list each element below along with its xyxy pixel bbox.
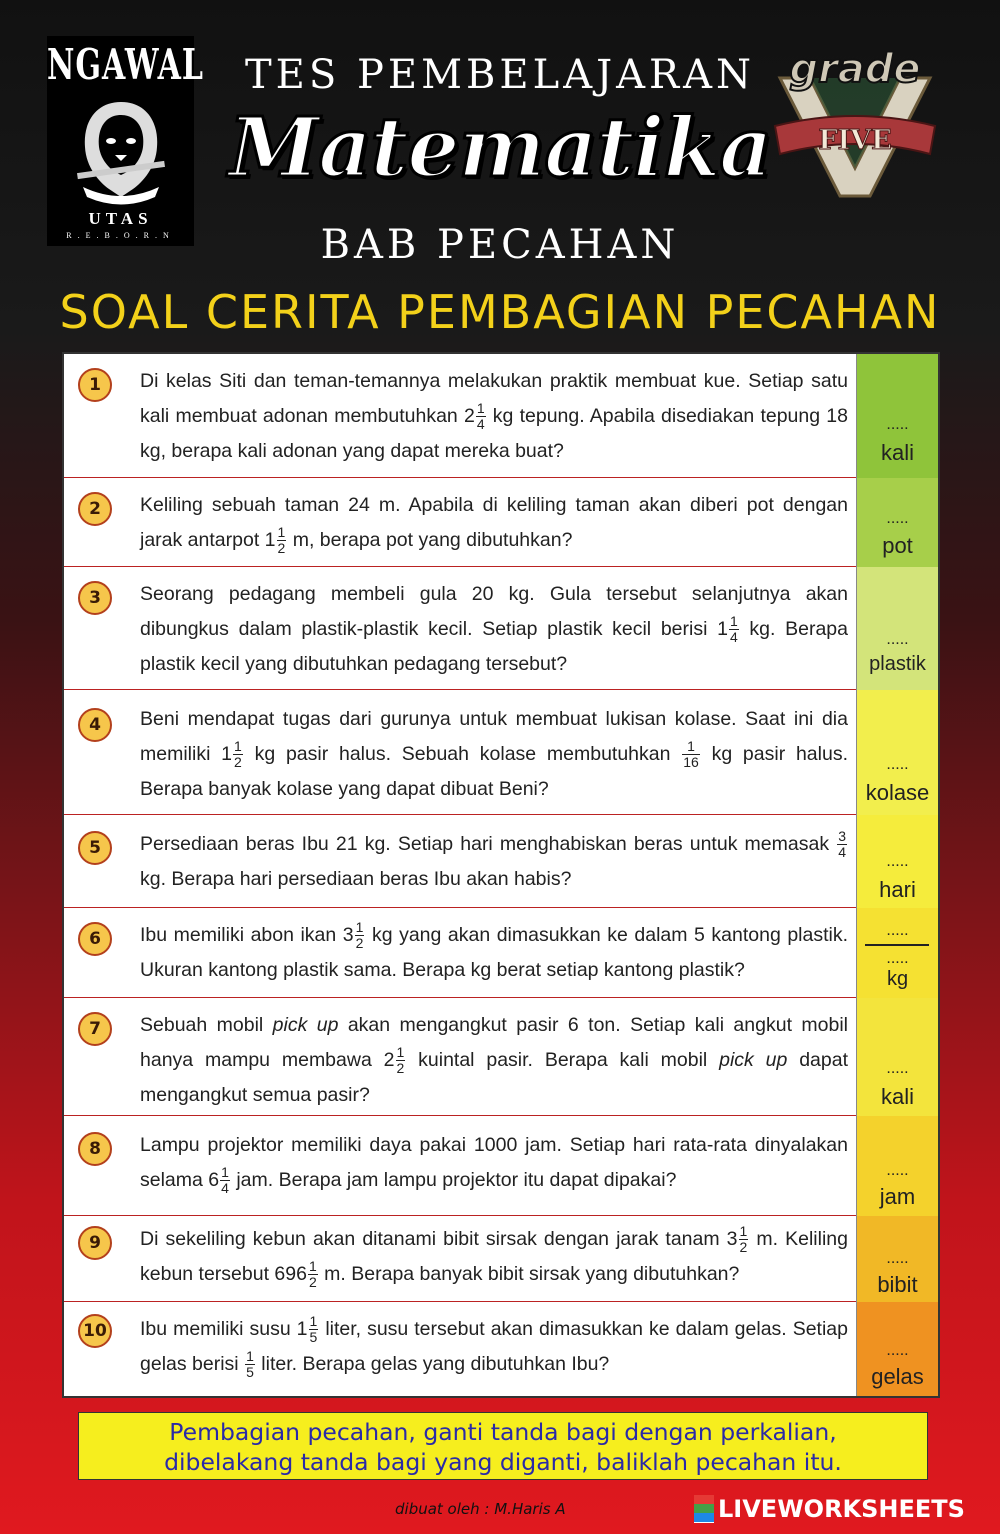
answer-unit: kali xyxy=(880,1084,914,1109)
question-text: Keliling sebuah taman 24 m. Apabila di keliling taman akan diberi pot dengan jarak antarpot 1 $\frac{1}{2}$ m, berapa pot yang dibutuhkan? xyxy=(140,494,848,557)
answer-unit: gelas xyxy=(871,1364,924,1389)
answer-blank[interactable]: ..... xyxy=(886,1162,909,1179)
question-row xyxy=(64,1116,938,1216)
answer-blank[interactable]: ..... xyxy=(886,631,909,648)
logo-reborn-text: R.E.B.O.R.N xyxy=(66,231,175,240)
liveworksheets-text: LIVEWORKSHEETS xyxy=(718,1495,965,1523)
fraction: $\frac{1}{2}$ xyxy=(396,1044,405,1077)
question-row xyxy=(64,1302,938,1396)
fraction: $\frac{1}{5}$ xyxy=(246,1348,254,1381)
header-test-title: TES PEMBELAJARAN xyxy=(244,52,756,98)
fraction: $\frac{1}{2}$ xyxy=(234,738,242,771)
worksheet-subtitle: SOAL CERITA PEMBAGIAN PECAHAN xyxy=(59,285,941,339)
answer-blank[interactable]: ..... xyxy=(886,1060,909,1077)
header-subject-title: Matematika xyxy=(228,100,772,196)
question-text: Ibu memiliki abon ikan 3 $\frac{1}{2}$ kg yang akan dimasukkan ke dalam 5 kantong plastik. Ukuran kantong plastik sama. Berapa kg berat setiap kantong plastik? xyxy=(140,919,849,981)
logo-five-text: FIVE xyxy=(818,125,892,156)
answer-unit: bibit xyxy=(877,1272,918,1297)
question-text: Seorang pedagang membeli gula 20 kg. Gula tersebut selanjutnya akan dibungkus dalam plastik-plastik kecil. Setiap plastik kecil berisi 1 $\frac{1}{4}$ kg. Berapa plastik kecil yang dibutuhkan pedagang tersebut? xyxy=(140,583,848,675)
answer-unit: jam xyxy=(879,1184,916,1209)
fraction: $\frac{3}{4}$ xyxy=(838,828,846,861)
answer-cell xyxy=(856,1116,938,1216)
question-row xyxy=(64,690,938,815)
fraction: $\frac{1}{4}$ xyxy=(729,613,738,646)
grade-five-logo xyxy=(770,48,940,198)
question-row xyxy=(64,815,938,908)
fraction: $\frac{1}{4}$ xyxy=(476,400,485,433)
fraction: $\frac{1}{2}$ xyxy=(277,524,286,557)
question-table xyxy=(62,352,940,1398)
answer-cell xyxy=(856,478,938,567)
question-number-badge: 10 xyxy=(78,1314,112,1348)
answer-cell xyxy=(856,998,938,1116)
question-number-badge: 1 xyxy=(78,368,112,402)
question-row xyxy=(64,1216,938,1302)
answer-cell xyxy=(856,354,938,478)
fraction: $\frac{1}{2}$ xyxy=(308,1258,317,1291)
answer-blank[interactable]: ..... xyxy=(886,1250,909,1267)
question-text: Di kelas Siti dan teman-temannya melakukan praktik membuat kue. Setiap satu kali membuat adonan membutuhkan 2 $\frac{1}{4}$ kg tepung. Apabila disediakan tepung 18 kg, berapa kali adonan yang dapat mereka buat? xyxy=(140,370,848,462)
question-number-badge: 8 xyxy=(78,1132,112,1166)
question-text: Sebuah mobil pick up akan mengangkut pasir 6 ton. Setiap kali angkut mobil hanya mampu membawa 2 $\frac{1}{2}$ kuintal pasir. Berapa kali mobil pick up dapat mengangkut semua pasir? xyxy=(140,1014,848,1106)
author-credit: dibuat oleh : M.Haris A xyxy=(395,1500,566,1518)
question-text: Di sekeliling kebun akan ditanami bibit sirsak dengan jarak tanam 3 $\frac{1}{2}$ m. Keliling kebun tersebut 696 $\frac{1}{2}$ m. Berapa banyak bibit sirsak yang dibutuhkan? xyxy=(140,1223,848,1291)
logo-grade-text: grade xyxy=(789,48,921,92)
question-number-badge: 3 xyxy=(78,581,112,615)
logo-brand-text: NGAWAL xyxy=(47,41,204,90)
answer-cell xyxy=(856,567,938,690)
question-text: Ibu memiliki susu 1 $\frac{1}{5}$ liter, susu tersebut akan dimasukkan ke dalam gelas. Setiap gelas berisi $\frac{1}{5}$ liter. Berapa gelas yang dibutuhkan Ibu? xyxy=(140,1313,848,1381)
answer-cell xyxy=(856,1216,938,1302)
answer-blank[interactable]: ..... xyxy=(886,510,909,527)
question-number-badge: 2 xyxy=(78,492,112,526)
question-number-badge: 4 xyxy=(78,708,112,742)
answer-cell xyxy=(856,690,938,815)
question-row xyxy=(64,998,938,1116)
question-row xyxy=(64,908,938,998)
answer-unit: hari xyxy=(879,877,916,902)
answer-blank[interactable]: ..... xyxy=(886,853,909,870)
tip-line-2: dibelakang tanda bagi yang diganti, baliklah pecahan itu. xyxy=(164,1448,842,1476)
question-text: Lampu projektor memiliki daya pakai 1000 jam. Setiap hari rata-rata dinyalakan selama 6 $\frac{1}{4}$ jam. Berapa jam lampu projektor itu dapat dipakai? xyxy=(140,1134,848,1197)
header-chapter-title: BAB PECAHAN xyxy=(320,222,680,268)
tip-line-1: Pembagian pecahan, ganti tanda bagi dengan perkalian, xyxy=(169,1418,837,1446)
answer-unit: kali xyxy=(880,440,914,465)
liveworksheets-watermark xyxy=(694,1494,965,1524)
fraction-line xyxy=(865,944,929,946)
fraction: $\frac{1}{2}$ xyxy=(355,919,364,952)
question-number-badge: 6 xyxy=(78,922,112,956)
fraction: $\frac{1}{16}$ xyxy=(683,738,699,771)
answer-unit: kolase xyxy=(865,780,930,805)
answer-unit: kg xyxy=(886,968,909,990)
answer-blank-numerator[interactable]: ..... xyxy=(886,922,909,939)
question-text: Persediaan beras Ibu 21 kg. Setiap hari menghabiskan beras untuk memasak $\frac{3}{4}$ kg. Berapa hari persediaan beras Ibu akan habis? xyxy=(140,828,846,890)
answer-blank[interactable]: ..... xyxy=(886,416,909,433)
question-number-badge: 7 xyxy=(78,1012,112,1046)
question-number-badge: 5 xyxy=(78,831,112,865)
answer-cell xyxy=(856,908,938,998)
question-row xyxy=(64,478,938,567)
answer-unit: plastik xyxy=(869,653,926,675)
question-number-badge: 9 xyxy=(78,1226,112,1260)
liveworksheets-icon xyxy=(694,1495,714,1523)
answer-blank-denominator[interactable]: ..... xyxy=(886,950,909,967)
answer-cell xyxy=(856,1302,938,1396)
fraction: $\frac{1}{2}$ xyxy=(739,1223,748,1256)
fraction: $\frac{1}{4}$ xyxy=(221,1164,229,1197)
question-row xyxy=(64,567,938,690)
question-row xyxy=(64,354,938,478)
question-text: Beni mendapat tugas dari gurunya untuk membuat lukisan kolase. Saat ini dia memiliki 1 $\frac{1}{2}$ kg pasir halus. Sebuah kolase membutuhkan $\frac{1}{16}$ kg pasir halus. Berapa banyak kolase yang dapat dibuat Beni? xyxy=(140,708,848,800)
answer-blank[interactable]: ..... xyxy=(886,1342,909,1359)
tip-box xyxy=(78,1412,928,1480)
answer-blank[interactable]: ..... xyxy=(886,756,909,773)
fraction: $\frac{1}{5}$ xyxy=(309,1313,318,1346)
answer-cell xyxy=(856,815,938,908)
answer-unit: pot xyxy=(882,533,913,558)
logo-utas-text: UTAS xyxy=(88,209,153,228)
